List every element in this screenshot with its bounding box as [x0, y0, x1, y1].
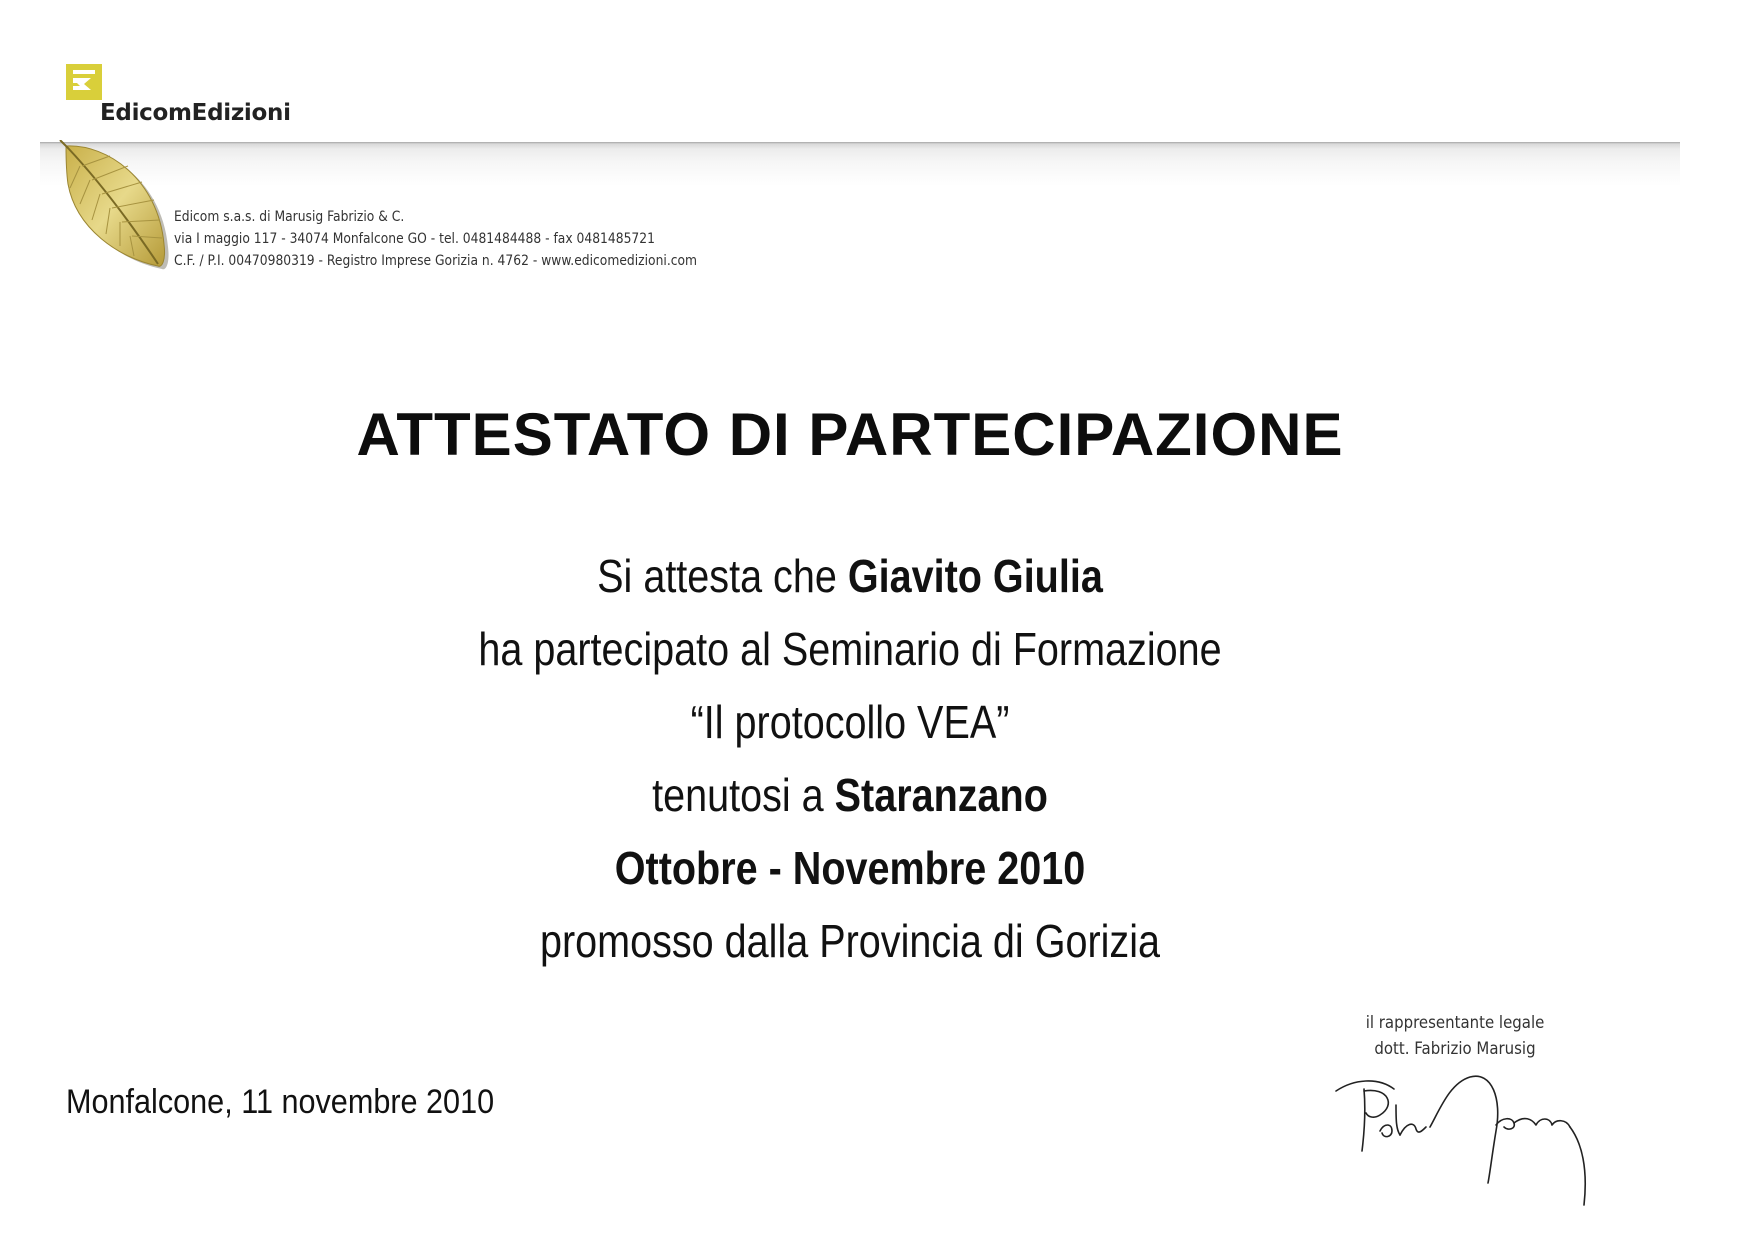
company-registry-line: C.F. / P.I. 00470980319 - Registro Imprese Gorizia n. 4762 - www.edicomedizioni.com [174, 253, 698, 269]
rep-role: il rappresentante legale [1365, 1013, 1545, 1033]
participant-name: Giavito Giulia [847, 550, 1103, 602]
company-address-line: via I maggio 117 - 34074 Monfalcone GO - tel. 0481484488 - fax 0481485721 [174, 231, 655, 247]
participation-line: ha partecipato al Seminario di Formazione [478, 623, 1222, 675]
place-date: Monfalcone, 11 novembre 2010 [66, 1083, 495, 1121]
header-rule [40, 142, 1680, 186]
seminar-title: “Il protocollo VEA” [690, 696, 1010, 748]
attestation-line [119, 540, 1581, 613]
leaf-icon [58, 140, 176, 272]
location-name: Staranzano [834, 769, 1048, 821]
rep-name: dott. Fabrizio Marusig [1374, 1039, 1536, 1059]
company-info [174, 206, 734, 272]
company-name-line: Edicom s.a.s. di Marusig Fabrizio & C. [174, 209, 405, 225]
brand-name: EdicomEdizioni [100, 100, 291, 126]
promoter-line: promosso dalla Provincia di Gorizia [539, 915, 1161, 967]
edicom-logo-icon [66, 64, 102, 100]
certificate-title: ATTESTATO DI PARTECIPAZIONE [356, 401, 1344, 468]
attestation-prefix: Si attesta che [597, 550, 848, 602]
location-line [119, 759, 1581, 832]
location-prefix: tenutosi a [652, 769, 835, 821]
seminar-period: Ottobre - Novembre 2010 [614, 842, 1086, 894]
certificate-body [0, 540, 1700, 978]
legal-representative [1330, 1010, 1580, 1062]
handwritten-signature [1330, 1065, 1600, 1215]
